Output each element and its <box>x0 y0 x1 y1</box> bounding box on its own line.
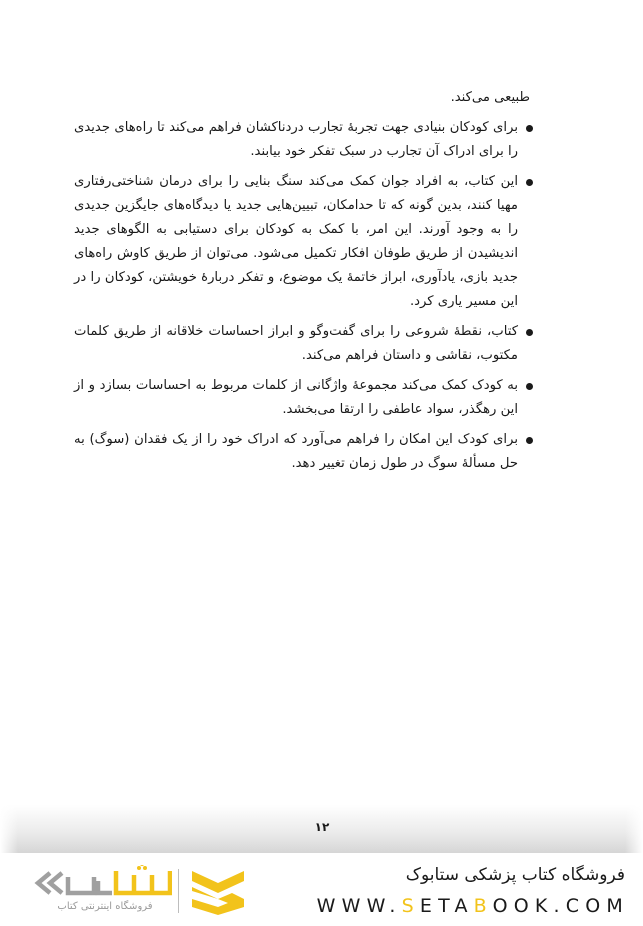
url-accent: S <box>401 895 420 917</box>
list-item <box>74 116 530 164</box>
store-url-link[interactable] <box>317 895 629 917</box>
list-item <box>74 170 530 314</box>
bullet-icon <box>526 125 533 132</box>
bullet-list <box>74 116 530 476</box>
store-footer-banner <box>0 853 643 926</box>
bullet-icon <box>526 383 533 390</box>
logo-divider <box>178 869 179 913</box>
bullet-icon <box>526 437 533 444</box>
url-part: OOK.COM <box>492 895 629 917</box>
list-item <box>74 374 530 422</box>
list-item-text: کتاب، نقطهٔ شروعی را برای گفت‌وگو و ابراز احساسات خلاقانه از طریق کلمات مکتوب، نقاشی و داستان فراهم می‌کند. <box>74 324 518 363</box>
list-item-text: برای کودک این امکان را فراهم می‌آورد که ادراک خود را از یک فقدان (سوگ) به حل مسألهٔ سوگ در طول زمان تغییر دهد. <box>74 432 518 471</box>
bullet-icon <box>526 329 533 336</box>
continuation-line: طبیعی می‌کند. <box>450 90 530 105</box>
store-name: فروشگاه کتاب پزشکی ستابوک <box>405 865 625 885</box>
list-item-text: به کودک کمک می‌کند مجموعهٔ واژگانی از کلمات مربوط به احساسات بسازد و از این رهگذر، سواد عاطفی را ارتقا می‌بخشد. <box>74 378 518 417</box>
list-item <box>74 428 530 476</box>
page-number: ۱۲ <box>314 820 330 834</box>
list-item-text: برای کودکان بنیادی جهت تجربهٔ تجارب دردناکشان فراهم می‌کند تا راه‌های جدیدی را برای ادراک آن تجارب در سبک تفکر خود بیابند. <box>74 120 518 159</box>
url-part: ETA <box>419 895 474 917</box>
setabook-chevron-logo-icon <box>188 867 248 917</box>
url-part: WWW. <box>316 895 402 917</box>
logo-tagline: فروشگاه اینترنتی کتاب <box>57 901 153 912</box>
list-item-text: این کتاب، به افراد جوان کمک می‌کند سنگ بنایی را برای درمان شناختی‌رفتاری مهیا کنند، بدین گونه که تا حدامکان، تبیین‌هایی جدید یا دیدگاه‌های جایگزین جدیدی را به وجود آورند. این امر، با کمک به کودکان برای دستیابی به الگوهای جدید اندیشیدن از طریق طوفان افکار تکمیل می‌شود. می‌توان از طریق کاوش راه‌های جدید بازی، یادآوری، ابراز خاتمهٔ یک موضوع، و تفکر دربارهٔ خویشتن، کودکان را در این مسیر یاری کرد. <box>74 174 518 309</box>
page-body <box>74 86 530 476</box>
setabook-wordmark-icon <box>32 865 172 901</box>
url-accent: B <box>473 895 493 917</box>
list-item <box>74 320 530 368</box>
setabook-logo[interactable] <box>28 863 253 919</box>
bullet-icon <box>526 179 533 186</box>
